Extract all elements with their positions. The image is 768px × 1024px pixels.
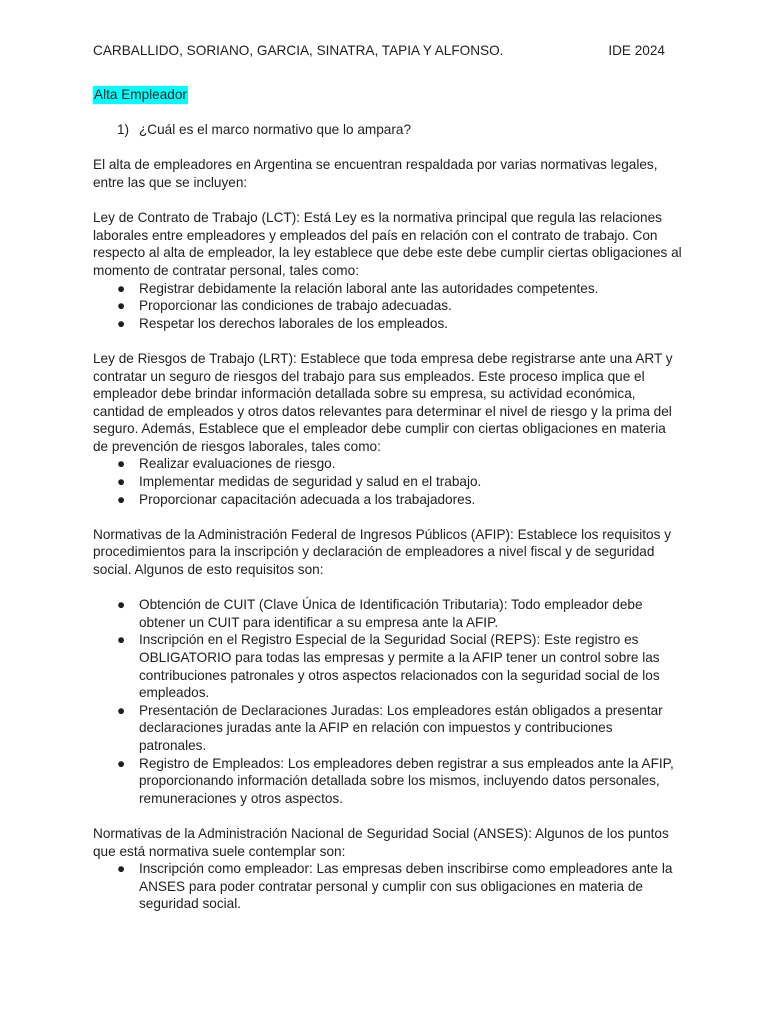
list-item: ● Implementar medidas de seguridad y salud en el trabajo. bbox=[93, 473, 683, 491]
bullet-icon: ● bbox=[117, 491, 126, 507]
lrt-list bbox=[93, 455, 683, 508]
question-item bbox=[93, 121, 683, 139]
list-item: ● Presentación de Declaraciones Juradas: Los empleadores están obligados a presentar declaraciones juradas ante la AFIP en relación con impuestos y contribuciones patronales. bbox=[93, 702, 683, 755]
list-item: ● Registro de Empleados: Los empleadores deben registrar a sus empleados ante la AFIP, proporcionando información detallada sobre los mismos, incluyendo datos personales, remuneraciones y otros aspectos. bbox=[93, 755, 683, 808]
lrt-paragraph: Ley de Riesgos de Trabajo (LRT): Establece que toda empresa debe registrarse ante una ART y contratar un seguro de riesgos del trabajo para sus empleados. Este proceso implica que el empleador debe brindar información detallada sobre su empresa, su actividad económica, cantidad de empleados y otros datos relevantes para determinar el nivel de riesgo y la prima del seguro. Además, Establece que el empleador debe cumplir con ciertas obligaciones en materia de prevención de riesgos laborales, tales como: bbox=[93, 350, 673, 454]
bullet-icon: ● bbox=[117, 315, 126, 331]
bullet-icon: ● bbox=[117, 474, 126, 490]
bullet-icon: ● bbox=[117, 632, 126, 648]
bullet-icon: ● bbox=[117, 280, 126, 296]
bullet-icon: ● bbox=[117, 597, 126, 613]
bullet-icon: ● bbox=[117, 702, 126, 718]
list-item: ● Proporcionar capacitación adecuada a los trabajadores. bbox=[93, 491, 683, 509]
list-item: ● Registrar debidamente la relación laboral ante las autoridades competentes. bbox=[93, 280, 683, 298]
intro-paragraph: El alta de empleadores en Argentina se encuentran respaldada por varias normativas legales, entre las que se incluyen: bbox=[93, 157, 658, 190]
document-body bbox=[93, 86, 683, 913]
anses-paragraph: Normativas de la Administración Nacional de Seguridad Social (ANSES): Algunos de los puntos que está normativa suele contemplar son: bbox=[93, 825, 669, 859]
list-item: ● Obtención de CUIT (Clave Única de Identificación Tributaria): Todo empleador debe obtener un CUIT para identificar a su empresa ante la AFIP. bbox=[93, 596, 683, 631]
page-header bbox=[93, 42, 665, 60]
lct-paragraph: Ley de Contrato de Trabajo (LCT): Está Ley es la normativa principal que regula las relaciones laborales entre empleadores y empleados del país en relación con el contrato de trabajo. Con respecto al alta de empleador, la ley establece que debe este debe cumplir ciertas obligaciones al momento de contratar personal, tales como: bbox=[93, 210, 682, 278]
list-item: ● Realizar evaluaciones de riesgo. bbox=[93, 455, 683, 473]
header-authors: CARBALLIDO, SORIANO, GARCIA, SINATRA, TAPIA Y ALFONSO. bbox=[93, 43, 504, 58]
anses-list bbox=[93, 860, 683, 913]
bullet-icon: ● bbox=[117, 298, 126, 314]
section-title: Alta Empleador bbox=[94, 87, 187, 102]
bullet-icon: ● bbox=[117, 456, 126, 472]
afip-list bbox=[93, 596, 683, 807]
header-course: IDE 2024 bbox=[608, 43, 665, 58]
lct-list bbox=[93, 280, 683, 333]
afip-paragraph: Normativas de la Administración Federal de Ingresos Públicos (AFIP): Establece los requisitos y procedimientos para la inscripción y declaración de empleadores a nivel fiscal y de seguridad social. Algunos de esto requisitos son: bbox=[93, 526, 671, 578]
list-item: ● Respetar los derechos laborales de los empleados. bbox=[93, 315, 683, 333]
question-number: 1) bbox=[117, 122, 130, 138]
bullet-icon: ● bbox=[117, 755, 126, 771]
question-text: ¿Cuál es el marco normativo que lo ampara? bbox=[139, 122, 412, 138]
list-item: ● Inscripción como empleador: Las empresas deben inscribirse como empleadores ante la ANSES para poder contratar personal y cumplir con sus obligaciones en materia de seguridad social. bbox=[93, 860, 683, 913]
list-item: ● Inscripción en el Registro Especial de la Seguridad Social (REPS): Este registro es OBLIGATORIO para todas las empresas y permite a la AFIP tener un control sobre las contribuciones patronales y otros aspectos relacionados con la seguridad social de los empleados. bbox=[93, 631, 683, 701]
bullet-icon: ● bbox=[117, 861, 126, 877]
list-item: ● Proporcionar las condiciones de trabajo adecuadas. bbox=[93, 297, 683, 315]
